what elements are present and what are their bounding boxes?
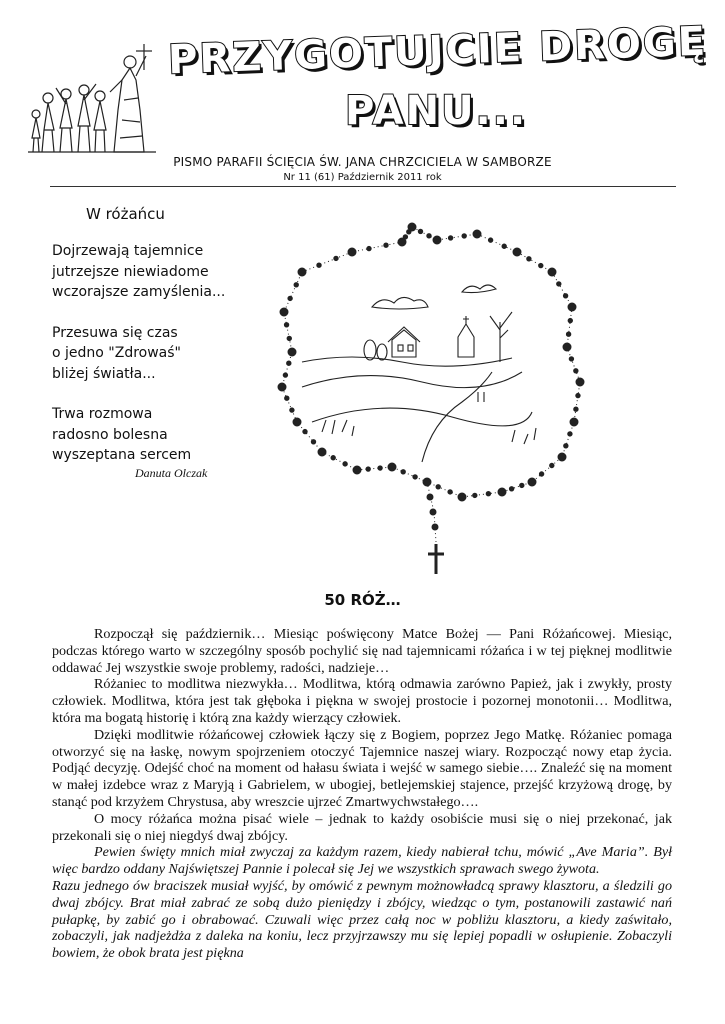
rosary-bead: [527, 257, 531, 261]
masthead-title-line2: PANU...: [345, 88, 528, 134]
rosary-bead: [502, 244, 506, 248]
rosary-bead: [563, 294, 567, 298]
rosary-bead: [285, 396, 289, 400]
masthead-title-line1: PRZYGOTUJCIE DROGĘ: [167, 18, 708, 84]
poem-line: radosno bolesna: [52, 426, 168, 443]
poem-line: bliżej światła...: [52, 365, 156, 382]
rosary-bead: [557, 282, 561, 286]
rosary-bead: [462, 234, 466, 238]
rosary-bead: [576, 393, 580, 397]
poem-line: Dojrzewają tajemnice: [52, 243, 204, 259]
poem-line: Trwa rozmowa: [52, 406, 153, 422]
poem-line: Przesuwa się czas: [52, 324, 178, 341]
rosary-bead: [290, 408, 294, 412]
rosary-bead: [473, 493, 477, 497]
article-paragraph: O mocy różańca można pisać wiele – jednak to każdy osobiście musi się o niej przekonać, jak przekonali się o niej niegdyś dwaj zbójcy.: [52, 810, 672, 844]
poem-stanza: [52, 241, 272, 303]
rosary-bead: [473, 230, 481, 238]
poem-stanza: [52, 323, 272, 385]
rosary-bead: [427, 234, 431, 238]
rosary-bead: [432, 524, 438, 530]
rosary-bead: [574, 369, 578, 373]
rosary-bead: [343, 462, 347, 466]
rosary-bead: [353, 466, 361, 474]
crucifix-icon: [428, 544, 444, 574]
rosary-bead: [401, 470, 405, 474]
rosary-bead: [287, 361, 291, 365]
rosary-bead: [566, 332, 570, 336]
rosary-bead: [509, 487, 513, 491]
rosary-bead: [539, 263, 543, 267]
poem-author: Danuta Olczak: [135, 466, 208, 480]
rosary-bead: [486, 492, 490, 496]
rosary-bead: [278, 383, 286, 391]
rosary-bead: [568, 432, 572, 436]
legend-paragraph: Razu jednego ów braciszek musiał wyjść, by omówić z pewnym możnowładcą sprawy klasztoru, a śledzili go dwaj zbójcy. Brat miał zabrać ze sobą dużo pieniędzy i zbójcy, wiedząc o tym, postanowili zastawić nań pułapkę, by zabić go i obrabować. Czuwali więc przez całą noc w pobliżu klasztoru, a kiedy zaświtało, zobaczyli, jak nadjeżdża z daleka na koniu, lecz przyjrzawszy mu się lepiej popadli w osłupienie. Zobaczyli bowiem, że obok brata jest piękna: [52, 877, 672, 962]
issue-number: Nr 11 (61) Październik 2011 rok: [283, 172, 442, 183]
legend-paragraph: Pewien święty mnich miał zwyczaj za każdym razem, kiedy nabierał tchu, mówić „Ave Maria”. Był więc bardzo oddany Najświętszej Pannie i polecał się Jej we wszystkich sprawach swego żywota.: [52, 844, 672, 878]
saint-with-children-illustration: [26, 40, 166, 158]
rosary-bead: [288, 296, 292, 300]
rosary-bead: [334, 256, 338, 260]
rosary-bead: [498, 488, 506, 496]
rosary-bead: [366, 467, 370, 471]
poem-title: W różańcu: [86, 205, 165, 223]
poem-body: [52, 241, 272, 486]
rosary-bead: [403, 235, 407, 239]
poem-line: o jedno "Zdrowaś": [52, 345, 181, 361]
rosary-bead: [568, 318, 572, 322]
rosary-bead: [558, 453, 566, 461]
rosary-bead: [284, 323, 288, 327]
rosary-bead: [318, 448, 326, 456]
parish-subtitle: PISMO PARAFII ŚCIĘCIA ŚW. JANA CHRZCICIELA W SAMBORZE: [173, 155, 552, 169]
rosary-bead: [539, 472, 543, 476]
rosary-bead: [331, 456, 335, 460]
rosary-bead: [488, 238, 492, 242]
poem-line: wyszeptana sercem: [52, 447, 192, 463]
poem-stanza: [52, 404, 272, 466]
rosary-bead: [430, 509, 436, 515]
rosary-landscape-illustration: [262, 212, 592, 582]
rosary-bead: [576, 378, 584, 386]
rosary-bead: [413, 475, 417, 479]
header-divider: [50, 186, 676, 187]
rosary-bead: [288, 348, 296, 356]
article-paragraph: Różaniec to modlitwa niezwykła… Modlitwa, którą odmawia zarówno Papież, jak i zwykły, prosty człowiek. Modlitwa, która jest tak głęboka i piękna w swojej prostocie i pozornej monotonii… Modlitwa, która ma bogatą historię i którą zna każdy wierzący człowiek.: [52, 676, 672, 726]
article-title: 50 RÓŻ…: [324, 591, 401, 609]
rosary-bead: [528, 478, 536, 486]
article-paragraph: Rozpoczął się październik… Miesiąc poświęcony Matce Bożej — Pani Różańcowej. Miesiąc, podczas którego warto w szczególny sposób pochylić się nad tajemnicami różańca i w tej pięknej modlitwie oddawać Jej wszystkie swoje problemy, radości, nadzieje…: [52, 626, 672, 676]
rosary-bead: [298, 268, 306, 276]
rosary-bead: [520, 483, 524, 487]
rosary-bead: [564, 444, 568, 448]
rosary-bead: [348, 248, 356, 256]
rosary-bead: [303, 429, 307, 433]
rosary-bead: [458, 493, 466, 501]
rosary-bead: [433, 236, 441, 244]
rosary-bead: [568, 303, 576, 311]
rosary-bead: [293, 418, 301, 426]
article-paragraph: Dzięki modlitwie różańcowej człowiek łączy się z Bogiem, poprzez Jego Matkę. Różaniec pomaga otworzyć się na łaskę, nowym spojrzeniem otoczyć Tajemnice naszej wiary. Rozpocząć nowy etap życia. Podjąć decyzję. Odejść choć na moment od hałasu świata i wejść w samego siebie…. Znaleźć się na moment w małej izdebce wraz z Maryją i Gabrielem, w ubogiej, betlejemskiej stajence, przejść krzyżową drogę, by stanąć pod krzyżem Chrystusa, aby wreszcie ujrzeć Zmartwychwstałego….: [52, 726, 672, 810]
rosary-bead: [569, 357, 573, 361]
rosary-bead: [287, 336, 291, 340]
rosary-bead: [448, 236, 452, 240]
rosary-bead: [283, 373, 287, 377]
rosary-bead: [384, 243, 388, 247]
rosary-bead: [367, 246, 371, 250]
rosary-bead: [418, 229, 422, 233]
rosary-bead: [388, 463, 396, 471]
rosary-bead: [448, 490, 452, 494]
rosary-bead: [280, 308, 288, 316]
rosary-bead: [408, 223, 416, 231]
rosary-bead: [550, 463, 554, 467]
poem-line: jutrzejsze niewiadome: [52, 263, 209, 280]
rosary-bead: [311, 440, 315, 444]
article-body: [52, 626, 672, 962]
rosary-bead: [378, 466, 382, 470]
rosary-chain-line: [282, 227, 580, 497]
rosary-bead: [294, 283, 298, 287]
rosary-bead: [570, 418, 578, 426]
rosary-bead: [548, 268, 556, 276]
rosary-bead: [436, 485, 440, 489]
rosary-bead: [427, 494, 433, 500]
rosary-bead: [513, 248, 521, 256]
rosary-bead: [563, 343, 571, 351]
rosary-bead: [317, 263, 321, 267]
poem-line: wczorajsze zamyślenia...: [52, 284, 226, 300]
rosary-bead: [574, 407, 578, 411]
